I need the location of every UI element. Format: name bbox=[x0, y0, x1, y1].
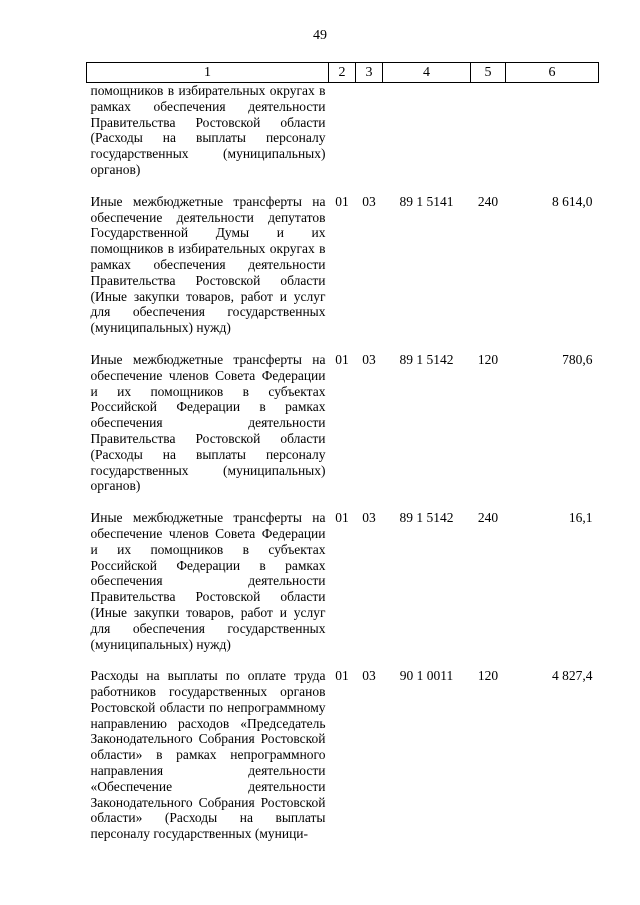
row-expense-type: 120 bbox=[477, 668, 499, 684]
row-amount: 780,6 bbox=[562, 351, 593, 367]
row-amount: 16,1 bbox=[568, 510, 593, 526]
row-target-code bbox=[383, 83, 471, 194]
table-row bbox=[87, 352, 599, 510]
header-col-3: 3 bbox=[356, 63, 383, 83]
row-target-code: 89 1 5142 bbox=[399, 351, 454, 367]
header-col-2: 2 bbox=[329, 63, 356, 83]
budget-table bbox=[86, 62, 599, 842]
row-subsection: 03 bbox=[362, 668, 376, 684]
row-subsection: 03 bbox=[362, 510, 376, 526]
page-number: 49 bbox=[313, 28, 327, 43]
table-row bbox=[87, 668, 599, 842]
row-amount bbox=[506, 83, 599, 194]
row-expense-type: 240 bbox=[477, 510, 499, 526]
row-target-code: 89 1 5141 bbox=[399, 193, 454, 209]
row-amount: 4 827,4 bbox=[552, 668, 593, 684]
row-expense-type: 240 bbox=[477, 193, 499, 209]
row-description: Расходы на выплаты по оплате труда работников государственных органов Ростовской области по непрограммному направлению расходов «Председатель Законодательного Собрания Ростовской области» в рамках непрограммного направления деятельности «Обеспечение деятельности Законодательного Собрания Ростовской области» (Расходы на выплаты персоналу государственных (муници- bbox=[90, 668, 326, 842]
table-header bbox=[87, 63, 599, 83]
table-row bbox=[87, 83, 599, 194]
row-description: Иные межбюджетные трансферты на обеспечение членов Совета Федерации и их помощников в субъектах Российской Федерации в рамках обеспечения деятельности Правительства Ростовской области (Иные закупки товаров, работ и услуг для обеспечения государственных (муниципальных) нужд) bbox=[90, 510, 326, 652]
row-expense-type: 120 bbox=[477, 351, 499, 367]
table-row bbox=[87, 194, 599, 352]
row-section bbox=[329, 83, 356, 194]
row-section: 01 bbox=[335, 510, 349, 526]
table-row bbox=[87, 510, 599, 668]
row-target-code: 89 1 5142 bbox=[399, 510, 454, 526]
row-subsection: 03 bbox=[362, 193, 376, 209]
row-expense-type bbox=[471, 83, 506, 194]
header-col-4: 4 bbox=[383, 63, 471, 83]
header-col-6: 6 bbox=[506, 63, 599, 83]
row-subsection bbox=[356, 83, 383, 194]
row-description: Иные межбюджетные трансферты на обеспечение деятельности депутатов Государственной Думы и их помощников в избирательных округах в рамках обеспечения деятельности Правительства Ростовской области (Иные закупки товаров, работ и услуг для обеспечения государственных (муниципальных) нужд) bbox=[90, 193, 326, 336]
row-target-code: 90 1 0011 bbox=[399, 668, 454, 684]
row-section: 01 bbox=[335, 351, 349, 367]
header-col-1: 1 bbox=[87, 63, 329, 83]
row-subsection: 03 bbox=[362, 351, 376, 367]
row-section: 01 bbox=[335, 193, 349, 209]
row-description: помощников в избирательных округах в рамках обеспечения деятельности Правительства Ростовской области (Расходы на выплаты персоналу государственных (муниципальных) органов) bbox=[90, 83, 326, 177]
row-description: Иные межбюджетные трансферты на обеспечение членов Совета Федерации и их помощников в субъектах Российской Федерации в рамках обеспечения деятельности Правительства Ростовской области (Расходы на выплаты персоналу государственных (муниципальных) органов) bbox=[90, 351, 326, 494]
row-amount: 8 614,0 bbox=[552, 193, 593, 209]
header-col-5: 5 bbox=[471, 63, 506, 83]
row-section: 01 bbox=[335, 668, 349, 684]
